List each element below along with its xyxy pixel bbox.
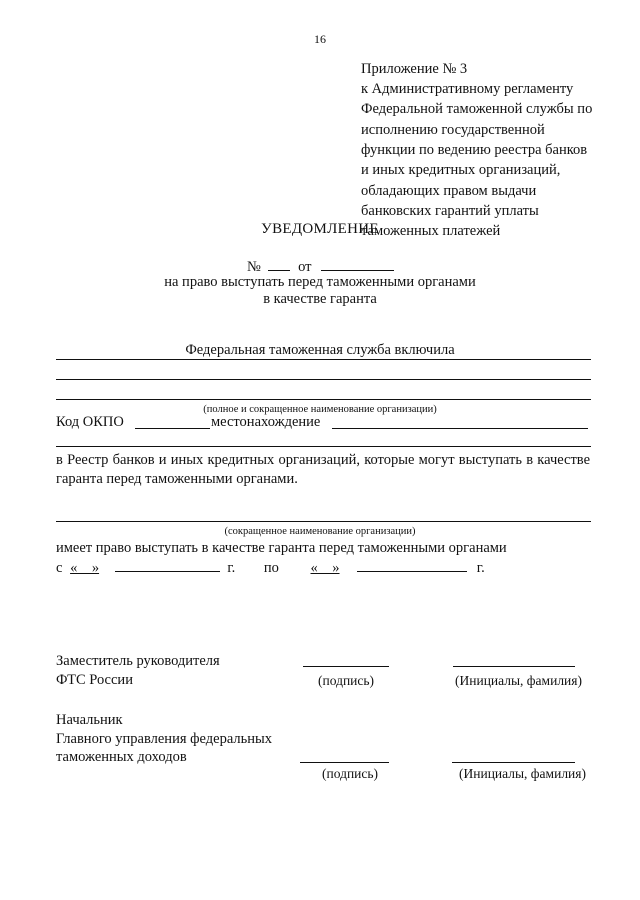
signatory-position: ФТС России (56, 672, 133, 688)
subtitle-line-2: в качестве гаранта (263, 291, 377, 307)
appendix-line: Приложение № 3 (361, 61, 468, 77)
number-label: № (247, 259, 261, 275)
org-name-line[interactable] (56, 399, 591, 400)
to-month-field[interactable] (357, 558, 467, 572)
sign-caption: (подпись) (318, 673, 375, 688)
signature-field[interactable] (300, 762, 389, 763)
signatory-position: Главного управления федеральных (56, 731, 272, 747)
to-day-field[interactable]: « » (310, 560, 340, 576)
caption-short-name: (сокращенное наименование организации) (224, 526, 416, 537)
page-number: 16 (314, 32, 326, 46)
caption-full-name: (полное и сокращенное наименование организации) (203, 404, 437, 415)
signatory-position: Начальник (56, 712, 123, 728)
right-text: имеет право выступать в качестве гаранта перед таможенными органами (56, 540, 507, 556)
short-name-line[interactable] (56, 521, 591, 522)
year-label: г. (476, 560, 485, 576)
from-label: с (56, 560, 63, 576)
location-label: местонахождение (211, 414, 321, 430)
from-month-field[interactable] (115, 558, 220, 572)
number-field[interactable] (268, 257, 290, 271)
subtitle-line-1: на право выступать перед таможенными органами (164, 274, 476, 290)
location-field[interactable] (332, 428, 588, 429)
okpo-field[interactable] (135, 428, 210, 429)
name-caption: (Инициалы, фамилия) (455, 673, 582, 688)
to-label: по (263, 560, 279, 576)
org-name-line[interactable] (56, 379, 591, 380)
appendix-line: банковских гарантий уплаты (361, 203, 539, 219)
name-field[interactable] (452, 762, 575, 763)
registry-text: в Реестр банков и иных кредитных организаций, которые могут выступать в качестве гаранта перед таможенными органами. (56, 452, 590, 487)
included-text: Федеральная таможенная служба включила (185, 342, 455, 358)
sign-caption: (подпись) (322, 766, 379, 781)
signature-field[interactable] (303, 666, 389, 667)
from-day-field[interactable]: « » (70, 560, 100, 576)
okpo-label: Код ОКПО (56, 414, 124, 430)
period-line (56, 558, 485, 577)
date-field[interactable] (321, 257, 394, 271)
year-label: г. (227, 560, 236, 576)
signatory-position: Заместитель руководителя (56, 653, 220, 669)
appendix-line: исполнению государственной (361, 122, 545, 138)
document-title: УВЕДОМЛЕНИЕ (261, 221, 379, 237)
org-name-line[interactable] (56, 359, 591, 360)
location-line[interactable] (56, 446, 591, 447)
appendix-line: таможенных платежей (361, 223, 501, 239)
appendix-line: к Административному регламенту (361, 81, 574, 97)
signatory-position: таможенных доходов (56, 749, 187, 765)
name-caption: (Инициалы, фамилия) (459, 766, 586, 781)
name-field[interactable] (453, 666, 575, 667)
appendix-line: обладающих правом выдачи (361, 183, 537, 199)
from-label: от (298, 259, 312, 275)
appendix-line: и иных кредитных организаций, (361, 162, 561, 178)
appendix-line: функции по ведению реестра банков (361, 142, 588, 158)
appendix-line: Федеральной таможенной службы по (361, 101, 593, 117)
